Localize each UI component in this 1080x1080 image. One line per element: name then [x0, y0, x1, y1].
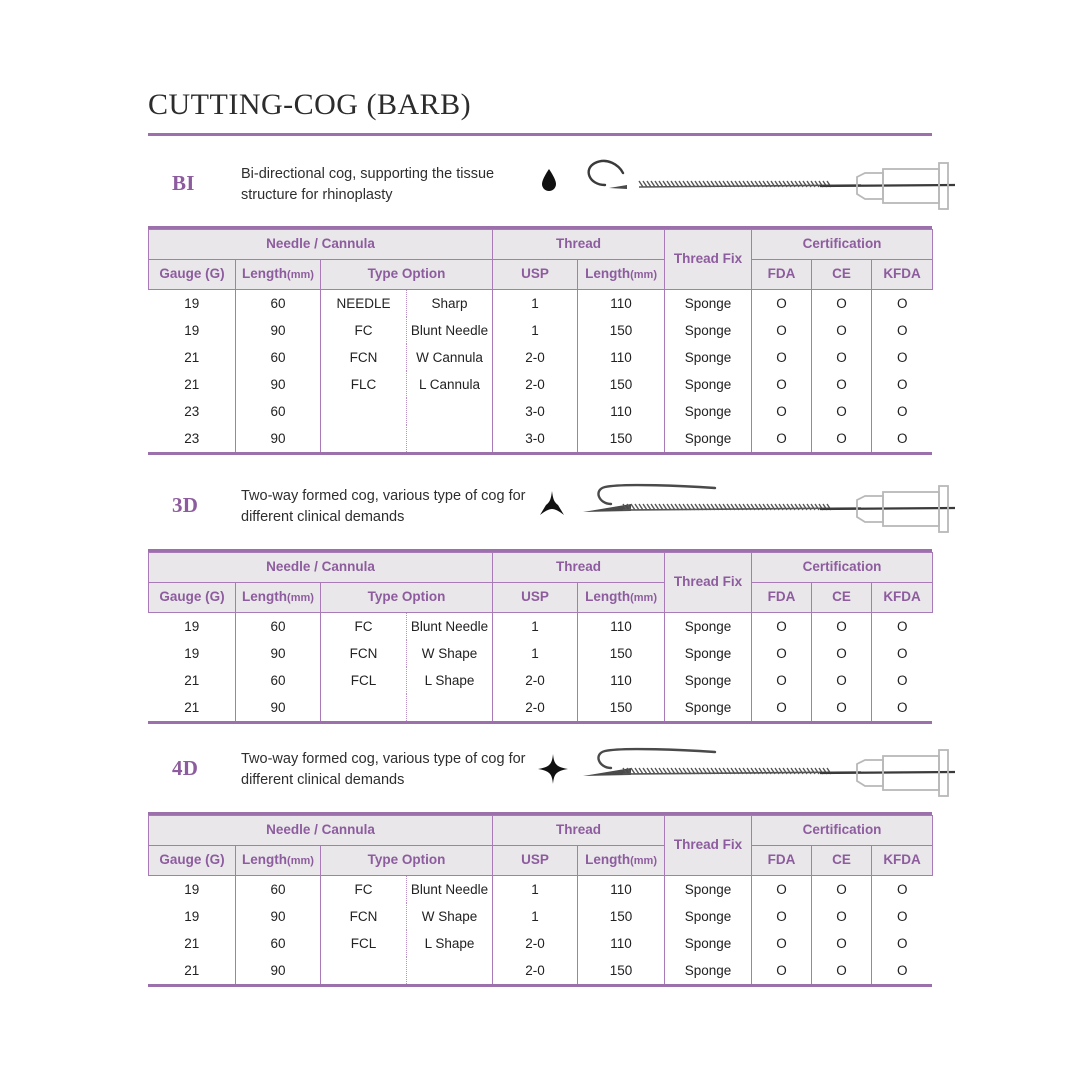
cell-fda: O — [752, 903, 812, 930]
cell-type-code: FCL — [350, 672, 377, 688]
cell-type-code: FLC — [350, 376, 377, 392]
cell-ce: O — [812, 398, 872, 425]
cell-fda: O — [752, 876, 812, 903]
header-thread-length-text: Length — [585, 266, 631, 282]
cell-kfda: O — [897, 881, 908, 897]
cell-thread-fix: Sponge — [665, 667, 752, 694]
cell-thread-fix: Sponge — [665, 425, 752, 452]
cell-type-name: W Shape — [407, 903, 493, 930]
cell-kfda: O — [897, 403, 908, 419]
cell-fda: O — [752, 398, 812, 425]
needle-thread-illustration — [565, 478, 965, 534]
spec-table — [148, 552, 933, 721]
cell-kfda: O — [897, 645, 908, 661]
cell-type-name: Blunt Needle — [407, 876, 493, 903]
cell-usp: 1 — [493, 317, 578, 344]
table-row — [149, 425, 933, 452]
section-description: Bi-directional cog, supporting the tissue structure for rhinoplasty — [241, 166, 495, 204]
cell-thread-fix: Sponge — [665, 371, 752, 398]
header-thread-length-unit: (mm) — [630, 592, 657, 605]
header-ce: CE — [812, 583, 872, 613]
table-bottom-rule — [148, 984, 932, 987]
cell-thread-fix: Sponge — [665, 694, 752, 721]
header-usp: USP — [493, 846, 578, 876]
cell-needle-length: 60 — [236, 398, 321, 425]
table-row — [149, 344, 933, 371]
table-row — [149, 903, 933, 930]
cell-needle-length: 90 — [236, 640, 321, 667]
table-row — [149, 398, 933, 425]
cell-ce: O — [812, 317, 872, 344]
cell-thread-fix: Sponge — [665, 640, 752, 667]
header-group-needle: Needle / Cannula — [149, 816, 493, 846]
header-needle-length-unit: (mm) — [287, 592, 314, 605]
cell-gauge: 19 — [149, 613, 236, 640]
cell-thread-fix: Sponge — [665, 613, 752, 640]
cell-fda: O — [752, 425, 812, 452]
header-gauge: Gauge (G) — [149, 260, 236, 290]
table-row — [149, 876, 933, 903]
table-bottom-rule — [148, 721, 932, 724]
cell-fda: O — [752, 344, 812, 371]
cell-type-code: NEEDLE — [336, 295, 391, 311]
table-row — [149, 667, 933, 694]
cell-usp: 2-0 — [493, 344, 578, 371]
cell-gauge: 21 — [149, 344, 236, 371]
cell-type-code — [321, 694, 407, 721]
cell-usp: 2-0 — [493, 371, 578, 398]
cell-thread-length: 110 — [578, 344, 665, 371]
cell-usp: 1 — [493, 640, 578, 667]
cell-ce: O — [812, 903, 872, 930]
cell-usp: 2-0 — [493, 667, 578, 694]
header-type-option: Type Option — [321, 583, 493, 613]
cell-type-name — [407, 694, 493, 721]
cell-kfda: O — [897, 618, 908, 634]
cell-gauge: 21 — [149, 957, 236, 984]
cell-kfda: O — [897, 295, 908, 311]
page-title: CUTTING-COG (BARB) — [148, 88, 472, 121]
cell-type-code: FCN — [349, 645, 378, 661]
table-row — [149, 290, 933, 317]
cell-usp: 3-0 — [493, 425, 578, 452]
cell-thread-fix: Sponge — [665, 903, 752, 930]
cell-ce: O — [812, 957, 872, 984]
header-needle-length — [236, 583, 321, 613]
cell-usp: 1 — [493, 876, 578, 903]
header-group-thread: Thread — [493, 230, 665, 260]
header-ce: CE — [812, 846, 872, 876]
table-row — [149, 957, 933, 984]
cell-type-code — [321, 425, 407, 452]
section-code: 4D — [172, 756, 199, 780]
cell-gauge: 21 — [149, 694, 236, 721]
cell-gauge: 21 — [149, 667, 236, 694]
header-group-thread: Thread — [493, 816, 665, 846]
cell-gauge: 21 — [149, 371, 236, 398]
cell-ce: O — [812, 694, 872, 721]
cell-thread-fix: Sponge — [665, 344, 752, 371]
header-fda: FDA — [752, 583, 812, 613]
cell-type-code: FC — [354, 322, 373, 338]
cell-thread-fix: Sponge — [665, 290, 752, 317]
header-kfda: KFDA — [872, 260, 933, 290]
cell-thread-fix: Sponge — [665, 317, 752, 344]
cell-thread-length: 110 — [578, 290, 665, 317]
cell-type-name — [407, 425, 493, 452]
header-thread-length-unit: (mm) — [630, 269, 657, 282]
cell-type-code: FC — [354, 618, 373, 634]
cell-kfda: O — [897, 908, 908, 924]
header-group-needle: Needle / Cannula — [149, 553, 493, 583]
section-description: Two-way formed cog, various type of cog for different clinical demands — [241, 488, 526, 526]
cell-kfda: O — [897, 322, 908, 338]
cell-type-name: W Cannula — [407, 344, 493, 371]
cell-gauge: 19 — [149, 876, 236, 903]
cell-type-code: FCL — [350, 935, 377, 951]
header-needle-length — [236, 260, 321, 290]
cell-thread-fix: Sponge — [665, 398, 752, 425]
cell-needle-length: 90 — [236, 694, 321, 721]
cell-ce: O — [812, 613, 872, 640]
table-row — [149, 317, 933, 344]
cell-type-name: Blunt Needle — [407, 317, 493, 344]
header-gauge: Gauge (G) — [149, 846, 236, 876]
table-row — [149, 640, 933, 667]
needle-thread-illustration — [565, 742, 965, 798]
cell-thread-length: 110 — [578, 667, 665, 694]
header-needle-length-text: Length — [242, 589, 288, 605]
header-needle-length — [236, 846, 321, 876]
cell-type-name — [407, 957, 493, 984]
cell-thread-length: 150 — [578, 957, 665, 984]
cell-kfda: O — [897, 962, 908, 978]
cell-kfda: O — [897, 376, 908, 392]
header-group-certification: Certification — [752, 230, 933, 260]
header-group-needle: Needle / Cannula — [149, 230, 493, 260]
cell-gauge: 23 — [149, 398, 236, 425]
spec-table — [148, 229, 933, 452]
table-row — [149, 930, 933, 957]
cell-type-name: Sharp — [407, 290, 493, 317]
cell-usp: 1 — [493, 290, 578, 317]
cell-type-code: FCN — [349, 349, 378, 365]
header-usp: USP — [493, 260, 578, 290]
cell-needle-length: 60 — [236, 613, 321, 640]
spec-table-wrapper — [148, 812, 932, 987]
title-divider — [148, 133, 932, 136]
cell-needle-length: 60 — [236, 344, 321, 371]
header-needle-length-text: Length — [242, 266, 288, 282]
cell-thread-fix: Sponge — [665, 957, 752, 984]
cell-type-code — [321, 398, 407, 425]
table-bottom-rule — [148, 452, 932, 455]
header-group-certification: Certification — [752, 816, 933, 846]
cell-gauge: 23 — [149, 425, 236, 452]
header-kfda: KFDA — [872, 583, 933, 613]
cell-usp: 2-0 — [493, 957, 578, 984]
cell-gauge: 21 — [149, 930, 236, 957]
header-thread-length — [578, 846, 665, 876]
spec-table — [148, 815, 933, 984]
cell-fda: O — [752, 957, 812, 984]
section-code: 3D — [172, 493, 199, 517]
cell-kfda: O — [897, 935, 908, 951]
cell-thread-length: 110 — [578, 876, 665, 903]
cell-usp: 3-0 — [493, 398, 578, 425]
cell-needle-length: 60 — [236, 290, 321, 317]
header-thread-fix: Thread Fix — [665, 230, 752, 290]
cell-ce: O — [812, 640, 872, 667]
cell-thread-length: 150 — [578, 640, 665, 667]
header-fda: FDA — [752, 260, 812, 290]
cell-fda: O — [752, 290, 812, 317]
cell-thread-length: 110 — [578, 398, 665, 425]
cell-ce: O — [812, 290, 872, 317]
header-type-option: Type Option — [321, 846, 493, 876]
cell-type-code: FCN — [349, 908, 378, 924]
cell-ce: O — [812, 930, 872, 957]
cell-type-name: L Shape — [407, 930, 493, 957]
cell-gauge: 19 — [149, 903, 236, 930]
cell-needle-length: 60 — [236, 930, 321, 957]
cell-type-name: L Shape — [407, 667, 493, 694]
cell-type-code: FC — [354, 881, 373, 897]
header-gauge: Gauge (G) — [149, 583, 236, 613]
cell-gauge: 19 — [149, 290, 236, 317]
cell-usp: 1 — [493, 613, 578, 640]
cell-fda: O — [752, 613, 812, 640]
spec-table-wrapper — [148, 549, 932, 724]
cell-type-name — [407, 398, 493, 425]
header-needle-length-unit: (mm) — [287, 269, 314, 282]
cell-fda: O — [752, 317, 812, 344]
cell-needle-length: 90 — [236, 425, 321, 452]
cell-fda: O — [752, 694, 812, 721]
table-row — [149, 613, 933, 640]
section-code: BI — [172, 171, 195, 195]
spec-table-wrapper — [148, 226, 932, 455]
cell-usp: 1 — [493, 903, 578, 930]
cell-needle-length: 90 — [236, 317, 321, 344]
header-needle-length-unit: (mm) — [287, 855, 314, 868]
cell-needle-length: 90 — [236, 903, 321, 930]
cell-kfda: O — [897, 672, 908, 688]
header-group-thread: Thread — [493, 553, 665, 583]
cell-thread-length: 150 — [578, 317, 665, 344]
cell-needle-length: 60 — [236, 667, 321, 694]
header-kfda: KFDA — [872, 846, 933, 876]
cell-type-name: L Cannula — [407, 371, 493, 398]
cell-ce: O — [812, 667, 872, 694]
cell-thread-length: 150 — [578, 694, 665, 721]
cell-gauge: 19 — [149, 640, 236, 667]
needle-thread-illustration — [565, 155, 965, 211]
cell-kfda: O — [897, 699, 908, 715]
cell-thread-length: 150 — [578, 903, 665, 930]
cell-ce: O — [812, 344, 872, 371]
header-usp: USP — [493, 583, 578, 613]
cell-ce: O — [812, 425, 872, 452]
cell-gauge: 19 — [149, 317, 236, 344]
cell-needle-length: 60 — [236, 876, 321, 903]
cell-thread-length: 150 — [578, 425, 665, 452]
header-thread-length — [578, 260, 665, 290]
header-needle-length-text: Length — [242, 852, 288, 868]
header-group-certification: Certification — [752, 553, 933, 583]
tri-star-icon — [538, 490, 566, 518]
cell-ce: O — [812, 876, 872, 903]
cell-kfda: O — [897, 349, 908, 365]
cell-needle-length: 90 — [236, 957, 321, 984]
cell-kfda: O — [897, 430, 908, 446]
header-thread-length-unit: (mm) — [630, 855, 657, 868]
teardrop-icon — [538, 167, 560, 193]
cell-usp: 2-0 — [493, 694, 578, 721]
four-point-star-icon — [538, 754, 568, 784]
cell-fda: O — [752, 667, 812, 694]
header-type-option: Type Option — [321, 260, 493, 290]
cell-usp: 2-0 — [493, 930, 578, 957]
cell-thread-length: 150 — [578, 371, 665, 398]
table-row — [149, 694, 933, 721]
cell-type-name: Blunt Needle — [407, 613, 493, 640]
cell-thread-length: 110 — [578, 930, 665, 957]
table-row — [149, 371, 933, 398]
cell-type-name: W Shape — [407, 640, 493, 667]
cell-fda: O — [752, 930, 812, 957]
header-fda: FDA — [752, 846, 812, 876]
cell-fda: O — [752, 640, 812, 667]
section-description: Two-way formed cog, various type of cog for different clinical demands — [241, 751, 526, 789]
header-thread-length-text: Length — [585, 589, 631, 605]
cell-type-code — [321, 957, 407, 984]
cell-needle-length: 90 — [236, 371, 321, 398]
header-ce: CE — [812, 260, 872, 290]
cell-thread-fix: Sponge — [665, 930, 752, 957]
cell-thread-fix: Sponge — [665, 876, 752, 903]
header-thread-length-text: Length — [585, 852, 631, 868]
cell-fda: O — [752, 371, 812, 398]
cell-ce: O — [812, 371, 872, 398]
header-thread-fix: Thread Fix — [665, 553, 752, 613]
header-thread-fix: Thread Fix — [665, 816, 752, 876]
cell-thread-length: 110 — [578, 613, 665, 640]
header-thread-length — [578, 583, 665, 613]
